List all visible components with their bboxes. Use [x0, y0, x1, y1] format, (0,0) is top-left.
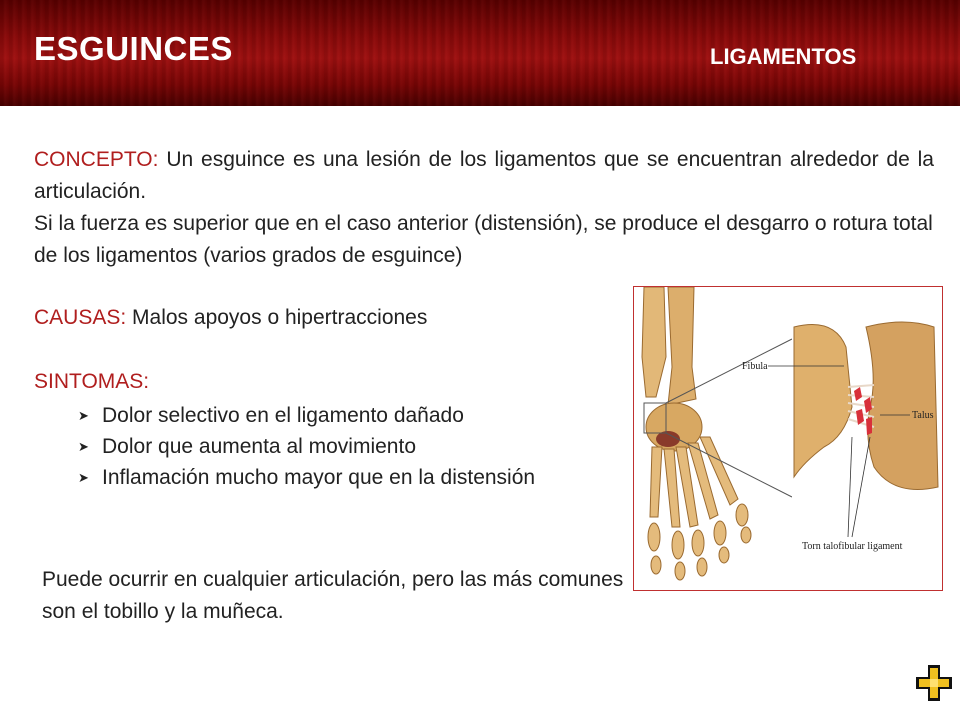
tibia-shape: [642, 287, 666, 397]
list-item: [78, 462, 535, 493]
list-item: [78, 431, 535, 462]
sintomas-section: [34, 366, 149, 398]
talus-label: Talus: [912, 410, 934, 421]
list-item-text: Inflamación mucho mayor que en la distensión: [102, 465, 536, 489]
sintomas-label: SINTOMAS:: [34, 370, 150, 393]
arrow-bullet-icon: ➤: [78, 469, 89, 485]
concept-section: [34, 144, 934, 272]
fibula-shape: [668, 287, 696, 405]
foot-bones: [648, 437, 751, 580]
torn-label: Torn talofibular ligament: [802, 541, 903, 552]
ankle-illustration: [633, 286, 943, 591]
cross-icon: [915, 664, 953, 702]
talus-magnified: [866, 322, 938, 490]
causas-label: CAUSAS:: [34, 306, 127, 329]
sintomas-list: [78, 400, 535, 493]
concept-paragraph: [34, 144, 934, 208]
list-item-text: Dolor selectivo en el ligamento dañado: [102, 403, 464, 427]
concept-paragraph-2: Si la fuerza es superior que en el caso anterior (distensión), se produce el desgarro o rotura total de los ligamentos (varios grados de esguince): [34, 212, 933, 267]
list-item: [78, 400, 535, 431]
list-item-text: Dolor que aumenta al movimiento: [102, 434, 416, 458]
fibula-label: Fibula: [742, 361, 768, 372]
footnote-text: Puede ocurrir en cualquier articulación, pero las más comunes son el tobillo y la muñeca.: [42, 568, 624, 623]
arrow-bullet-icon: ➤: [78, 438, 89, 454]
concept-label: CONCEPTO:: [34, 148, 159, 171]
ankle-diagram: [634, 287, 942, 590]
concept-text: Un esguince es una lesión de los ligamentos que se encuentran alrededor de la articulación.: [34, 148, 934, 203]
slide-subtitle: LIGAMENTOS: [710, 44, 857, 69]
causas-text: Malos apoyos o hipertracciones: [126, 306, 428, 329]
arrow-bullet-icon: ➤: [78, 407, 89, 423]
causas-section: [34, 302, 427, 334]
cross-icon-center: [930, 679, 938, 687]
slide-header: [0, 0, 960, 106]
slide-title: ESGUINCES: [34, 30, 233, 67]
